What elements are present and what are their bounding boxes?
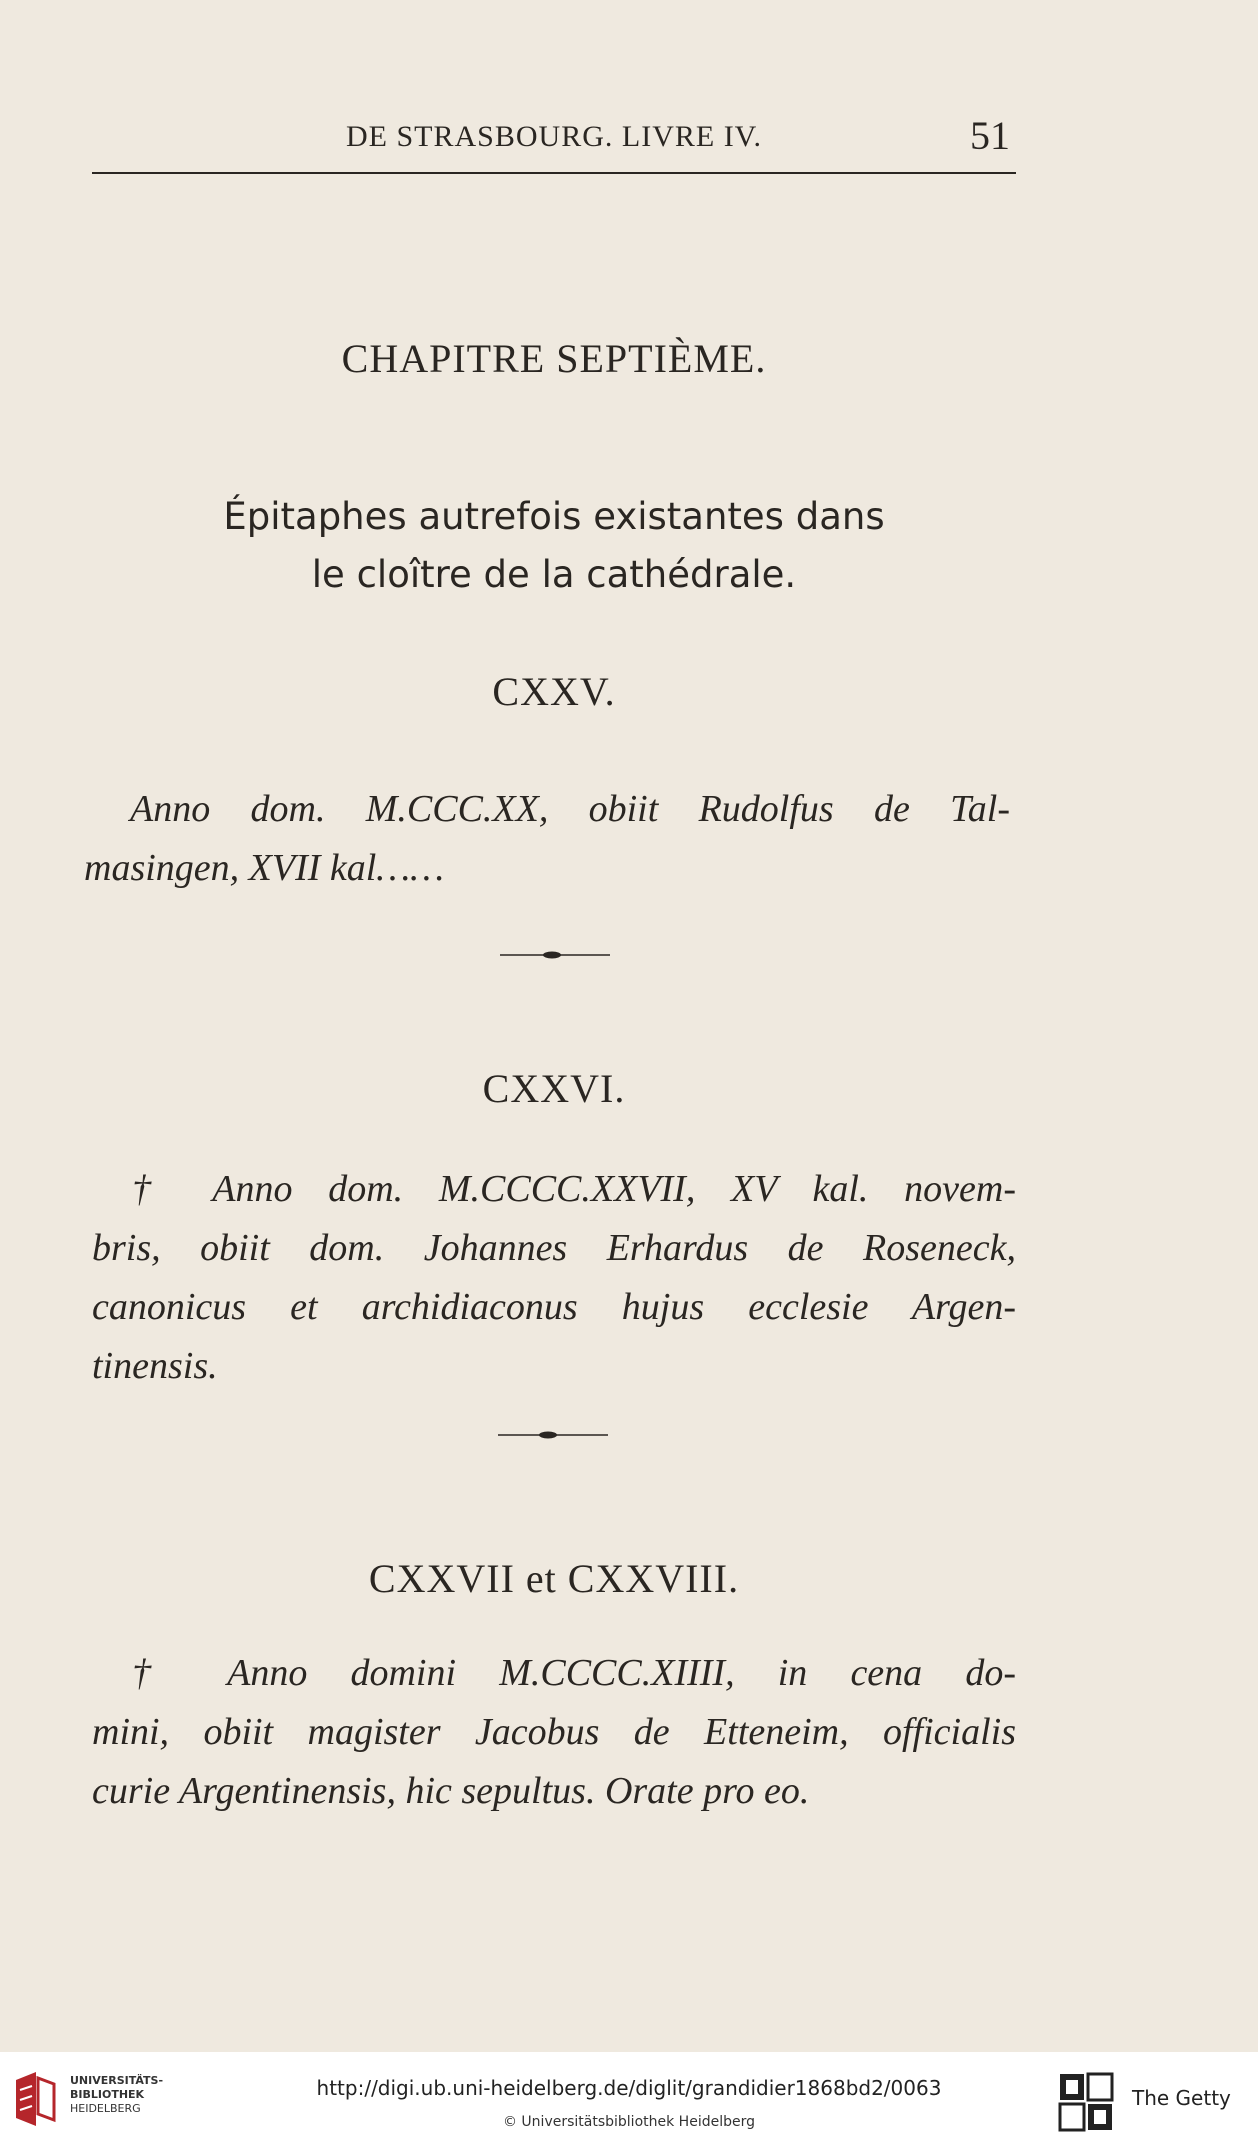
epitaph-numeral: CXXV. [492,669,616,714]
epitaph-text [84,780,1010,898]
page-number: 51 [970,113,1010,158]
library-name-line: UNIVERSITÄTS- [70,2074,164,2087]
epitaph-numeral: CXXVII et CXXVIII. [368,1556,740,1601]
getty-logo-icon[interactable] [1058,2072,1114,2132]
epitaph-line: curie Argentinensis, hic sepultus. Orate pro eo. [92,1770,810,1812]
running-head [92,108,1016,164]
epitaph-line: bris, obiit dom. Johannes Erhardus de Roseneck, [92,1227,1016,1269]
epitaph-line: mini, obiit magister Jacobus de Etteneim, officialis [92,1711,1016,1753]
epitaph-line: masingen, XVII kal…… [84,847,444,889]
permalink-url[interactable]: http://digi.ub.uni-heidelberg.de/diglit/grandidier1868bd2/0063 [316,2076,942,2100]
epitaph-line: Anno dom. M.CCC.XX, obiit Rudolfus de Tal- [130,788,1010,830]
library-name-line: HEIDELBERG [70,2102,141,2115]
chapter-subtitle-line: Épitaphes autrefois existantes dans [223,495,885,538]
epitaph-text [92,1160,1016,1396]
divider-ornament-icon [498,1430,608,1440]
copyright-notice: © Universitätsbibliothek Heidelberg [502,2114,755,2130]
epitaph-line: † Anno domini M.CCCC.XIIII, in cena do- [132,1652,1016,1694]
divider-ornament-icon [500,950,610,960]
viewer-footer [0,2052,1258,2146]
chapter-subtitle-line: le cloître de la cathédrale. [311,553,797,596]
chapter-subtitle [92,488,1016,604]
epitaph-text [92,1644,1016,1821]
chapter-title: CHAPITRE SEPTIÈME. [341,336,767,381]
epitaph-numeral: CXXVI. [482,1066,626,1111]
running-title: DE STRASBOURG. LIVRE IV. [346,120,762,153]
library-name-line: BIBLIOTHEK [70,2088,145,2101]
epitaph-line: canonicus et archidiaconus hujus ecclesie Argen- [92,1286,1016,1328]
sponsor-name: The Getty [1132,2086,1231,2110]
epitaph-line: † Anno dom. M.CCCC.XXVII, XV kal. novem- [132,1168,1016,1210]
epitaph-line: tinensis. [92,1345,218,1387]
header-rule [92,172,1016,174]
